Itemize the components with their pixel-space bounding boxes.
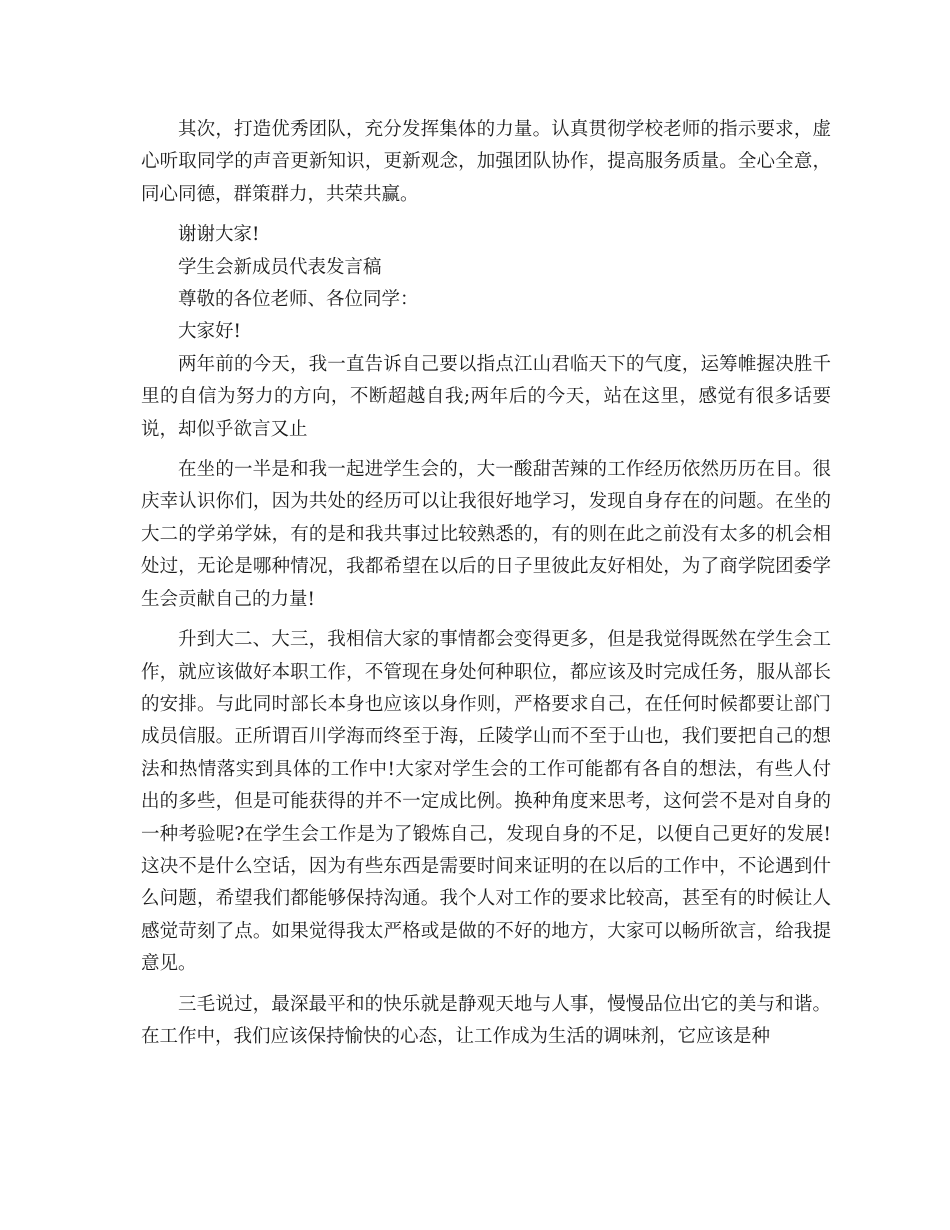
speech-title: 学生会新成员代表发言稿 bbox=[178, 256, 382, 278]
paragraph-sanmao: 三毛说过，最深最平和的快乐就是静观天地与人事，慢慢品位出它的美与和谐。在工作中，我们应该保持愉快的心态，让工作成为生活的调味剂，它应该是种 bbox=[141, 993, 831, 1047]
paragraph-two-years: 两年前的今天，我一直告诉自己要以指点江山君临天下的气度，运筹帷握决胜千里的自信为努力的方向，不断超越自我;两年后的今天，站在这里，感觉有很多话要说，却似乎欲言又止 bbox=[141, 353, 831, 440]
paragraph-thanks: 谢谢大家! bbox=[178, 224, 260, 246]
salutation: 尊敬的各位老师、各位同学： bbox=[178, 289, 419, 311]
paragraph-responsibility: 升到大二、大三，我相信大家的事情都会变得更多，但是我觉得既然在学生会工作，就应该做好本职工作，不管现在身处何种职位，都应该及时完成任务，服从部长的安排。与此同时部长本身也应该以身作则，严格要求自己，在任何时候都要让部门成员信服。正所谓百川学海而终至于海，丘陵学山而不至于山也，我们要把自己的想法和热情落实到具体的工作中!大家对学生会的工作可能都有各自的想法，有些人付出的多些，但是可能获得的并不一定成比例。换种角度来思考，这何尝不是对自身的一种考验呢?在学生会工作是为了锻炼自己，发现自身的不足，以便自己更好的发展!这决不是什么空话，因为有些东西是需要时间来证明的在以后的工作中，不论遇到什么问题，希望我们都能够保持沟通。我个人对工作的要求比较高，甚至有的时候让人感觉苛刻了点。如果觉得我太严格或是做的不好的地方，大家可以畅所欲言，给我提意见。 bbox=[141, 629, 831, 975]
paragraph-colleagues: 在坐的一半是和我一起进学生会的，大一酸甜苦辣的工作经历依然历历在目。很庆幸认识你们，因为共处的经历可以让我很好地学习，发现自身存在的问题。在坐的大二的学弟学妹，有的是和我共事过比较熟悉的，有的则在此之前没有太多的机会相处过，无论是哪种情况，我都希望在以后的日子里彼此友好相处，为了商学院团委学生会贡献自己的力量! bbox=[141, 459, 831, 610]
document-body bbox=[141, 114, 831, 1053]
paragraph-teamwork: 其次，打造优秀团队，充分发挥集体的力量。认真贯彻学校老师的指示要求，虚心听取同学的声音更新知识，更新观念，加强团队协作，提高服务质量。全心全意，同心同德，群策群力，共荣共赢。 bbox=[141, 119, 831, 205]
greeting: 大家好! bbox=[178, 321, 241, 343]
